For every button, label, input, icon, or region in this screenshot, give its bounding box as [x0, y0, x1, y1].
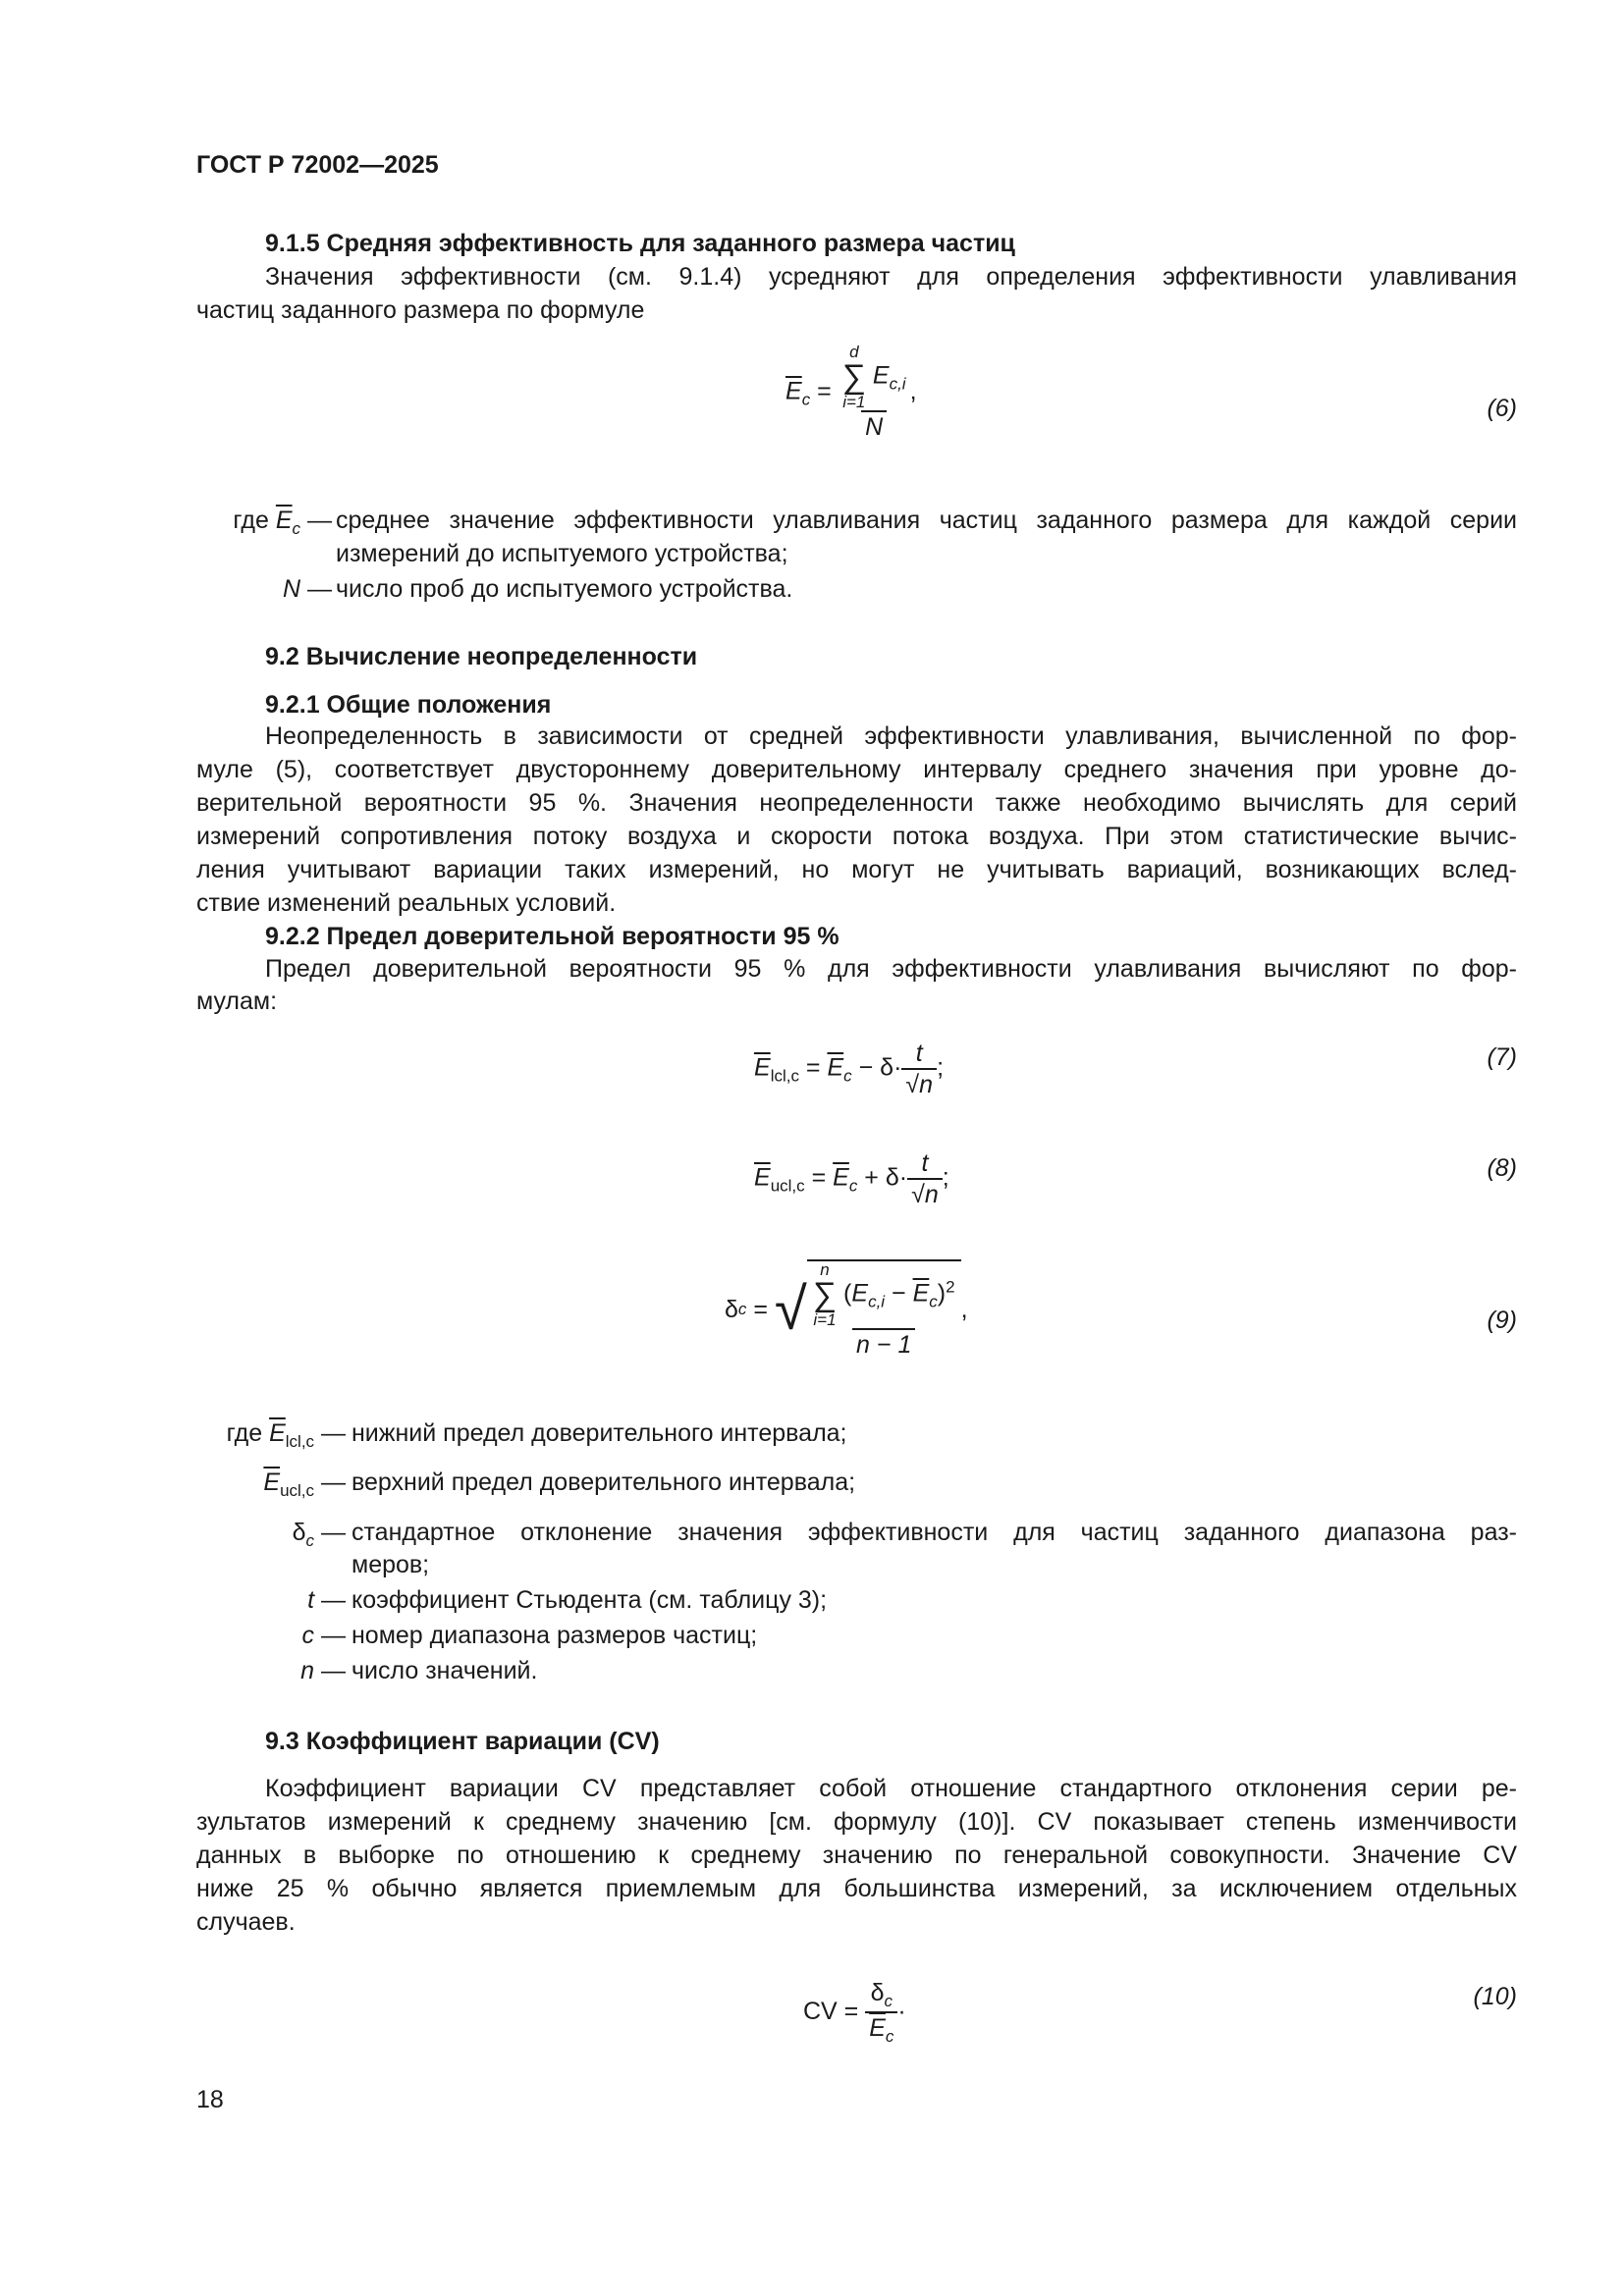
- formula-symbol: δ: [885, 1163, 899, 1192]
- where-term: $\delta_c$ —: [292, 1519, 346, 1550]
- sum-lower: i=1: [842, 393, 866, 411]
- denominator: [907, 1178, 943, 1209]
- paragraph-line: Предел доверительной вероятности 95 % для эффективности улавливания вычисляют по фор-: [265, 955, 1517, 983]
- formula-subscript: c: [848, 1176, 858, 1196]
- paragraph-line: ления учитывают вариации таких измерений, но могут не учитывать вариаций, возникающих вслед-: [196, 856, 1517, 883]
- equation-number: (8): [1487, 1154, 1517, 1182]
- paragraph-line: зультатов измерений к среднему значению [см. формулу (10)]. CV показывает степень изменчивости: [196, 1808, 1517, 1836]
- sum-lower: i=1: [813, 1310, 837, 1329]
- section-9-2-heading: 9.2 Вычисление неопределенности: [265, 643, 698, 670]
- formula-symbol: n: [924, 1181, 939, 1208]
- equation-number: (7): [1487, 1043, 1517, 1071]
- where-definition: число значений.: [352, 1657, 538, 1684]
- sqrt-body: n ∑ i=1 $(E_{c,i} - \overline{E}_c)^2$ n − 1: [807, 1259, 961, 1360]
- formula-symbol: $\overline{E}$: [754, 1163, 771, 1192]
- section-9-3-heading: 9.3 Коэффициент вариации (CV): [265, 1728, 660, 1755]
- sqrt-icon: √: [774, 1276, 807, 1342]
- paragraph-line: мулам:: [196, 988, 278, 1015]
- formula-7: $\overline{E}_{lcl,c} = \overline{E}_c - \delta\cdot$ $\frac{t}{√n}$ ;: [754, 1040, 945, 1098]
- document-header: ГОСТ Р 72002—2025: [196, 151, 439, 179]
- where-label: где: [233, 507, 269, 534]
- sqrt-icon: √: [905, 1071, 920, 1098]
- formula-subscript: c: [737, 1299, 747, 1318]
- formula-subscript: c: [843, 1066, 852, 1086]
- formula-subscript: lcl,c: [285, 1432, 315, 1451]
- where-term: t —: [307, 1586, 346, 1614]
- equation-number: (10): [1473, 1983, 1517, 2010]
- formula-9: δ c = √ n ∑ i=1 $(E_{c,i} - \overline{E}_c)^2$ n − 1 ,: [725, 1260, 968, 1359]
- formula-symbol: $\overline{E}$: [263, 1468, 281, 1496]
- formula-symbol: δ: [880, 1053, 894, 1082]
- formula-subscript: c: [884, 1992, 893, 2010]
- operator: −: [858, 1053, 874, 1082]
- sum-upper: n: [820, 1260, 830, 1279]
- where-term: где $\overline{E}_c$ —: [233, 507, 332, 538]
- formula-subscript: ucl,c: [770, 1176, 805, 1196]
- formula-symbol: δ: [725, 1296, 738, 1323]
- operator: +: [864, 1163, 879, 1192]
- formula-symbol: $\overline{E}$: [869, 2014, 886, 2043]
- paragraph-line: случаев.: [196, 1908, 296, 1936]
- sqrt-icon: √: [911, 1181, 925, 1208]
- formula-symbol: N: [282, 575, 301, 603]
- formula-symbol: $\overline{E}$: [833, 1163, 849, 1192]
- operator: ·: [893, 1053, 902, 1082]
- where-label: где: [226, 1419, 263, 1447]
- formula-subscript: c: [292, 519, 301, 538]
- where-term: c —: [301, 1622, 346, 1649]
- sigma-icon: ∑: [841, 358, 866, 396]
- formula-symbol: $\overline{E}$: [785, 377, 802, 405]
- page-number: 18: [196, 2086, 224, 2113]
- denominator: N: [861, 410, 887, 442]
- fraction: [901, 1039, 937, 1099]
- formula-symbol: n: [300, 1657, 315, 1684]
- where-definition: среднее значение эффективности улавливания частиц заданного размера для каждой серии: [336, 507, 1517, 534]
- formula-subscript: lcl,c: [770, 1066, 799, 1086]
- where-definition: число проб до испытуемого устройства.: [336, 575, 793, 603]
- where-definition: нижний предел доверительного интервала;: [352, 1419, 847, 1447]
- fraction: [907, 1148, 943, 1209]
- denominator: n − 1: [852, 1328, 915, 1360]
- formula-symbol: $\overline{E}$: [912, 1279, 930, 1308]
- formula-symbol: n: [919, 1071, 934, 1098]
- formula-symbol: $\overline{E}$: [754, 1053, 771, 1082]
- operator: ·: [897, 1998, 906, 2025]
- formula-10: CV = $\frac{\delta_c}{\overline{E}_c}$ ·: [803, 1979, 906, 2047]
- formula-symbol: c: [301, 1622, 315, 1649]
- formula-subscript: c: [885, 2027, 894, 2047]
- formula-symbol: $\overline{E}$: [827, 1053, 844, 1082]
- formula-symbol: CV: [803, 1998, 838, 2025]
- formula-symbol: δ: [292, 1519, 306, 1546]
- where-definition: меров;: [352, 1551, 430, 1578]
- formula-8: $\overline{E}_{ucl,c} = \overline{E}_c + \delta\cdot$ $\frac{t}{√n}$ ;: [754, 1149, 949, 1208]
- numerator: t: [915, 1040, 923, 1067]
- paragraph-line: данных в выборке по отношению к среднему значению по генеральной совокупности. Значение CV: [196, 1842, 1517, 1869]
- formula-symbol: E: [851, 1279, 869, 1308]
- formula-subscript: ucl,c: [280, 1481, 315, 1500]
- where-definition: верхний предел доверительного интервала;: [352, 1468, 856, 1496]
- paragraph-line: ствие изменений реальных условий.: [196, 889, 617, 917]
- formula-subscript: c: [801, 390, 811, 409]
- section-9-1-5-heading: 9.1.5 Средняя эффективность для заданного размера частиц: [265, 230, 1015, 257]
- formula-6: $\overline{E}_c$ = d ∑ i=1 $E_{c,i}$ N ,: [785, 343, 917, 441]
- section-9-2-2-heading: 9.2.2 Предел доверительной вероятности 95 %: [265, 923, 839, 950]
- formula-symbol: t: [307, 1586, 315, 1614]
- numerator: t: [921, 1149, 929, 1177]
- fraction: [865, 1978, 897, 2048]
- formula-subscript: c: [929, 1292, 938, 1311]
- fraction: [839, 344, 910, 442]
- paragraph-line: ниже 25 % обычно является приемлемым для большинства измерений, за исключением отдельных: [196, 1875, 1517, 1902]
- where-definition: номер диапазона размеров частиц;: [352, 1622, 758, 1649]
- paragraph-line: муле (5), соответствует двустороннему доверительному интервалу среднего значения при уровне до-: [196, 756, 1517, 783]
- formula-symbol: $\overline{E}$: [269, 1419, 286, 1447]
- where-term: n —: [300, 1657, 346, 1684]
- sigma-icon: ∑: [812, 1276, 838, 1313]
- formula-subscript: c: [305, 1531, 315, 1550]
- formula-symbol: $\overline{E}$: [275, 507, 293, 534]
- section-9-2-1-heading: 9.2.1 Общие положения: [265, 691, 552, 719]
- paragraph-line: измерений сопротивления потоку воздуха и скорости потока воздуха. При этом статистические вычис-: [196, 823, 1517, 850]
- where-definition: измерений до испытуемого устройства;: [336, 540, 788, 567]
- where-term: где $\overline{E}_{lcl,c}$ —: [226, 1419, 346, 1451]
- denominator: [901, 1068, 937, 1099]
- where-term: $\overline{E}_{ucl,c}$ —: [263, 1468, 346, 1500]
- paragraph-line: Неопределенность в зависимости от средней эффективности улавливания, вычисленной по фор-: [265, 722, 1517, 750]
- where-definition: коэффициент Стьюдента (см. таблицу 3);: [352, 1586, 828, 1614]
- paragraph-line: верительной вероятности 95 %. Значения неопределенности также необходимо вычислять для серий: [196, 789, 1517, 817]
- equation-number: (6): [1487, 395, 1517, 422]
- paragraph-line: Коэффициент вариации CV представляет собой отношение стандартного отклонения серии ре-: [265, 1775, 1517, 1802]
- paragraph-line: Значения эффективности (см. 9.1.4) усредняют для определения эффективности улавливания: [265, 263, 1517, 291]
- formula-symbol: E: [872, 361, 890, 390]
- formula-subscript: c,i: [889, 374, 906, 394]
- where-definition: стандартное отклонение значения эффективности для частиц заданного диапазона раз-: [352, 1519, 1517, 1546]
- operator: ·: [898, 1163, 908, 1192]
- where-term: N —: [282, 575, 332, 603]
- equation-number: (9): [1487, 1307, 1517, 1334]
- formula-symbol: δ: [870, 1979, 885, 2006]
- sum-upper: d: [849, 343, 859, 361]
- paragraph-line: частиц заданного размера по формуле: [196, 296, 645, 324]
